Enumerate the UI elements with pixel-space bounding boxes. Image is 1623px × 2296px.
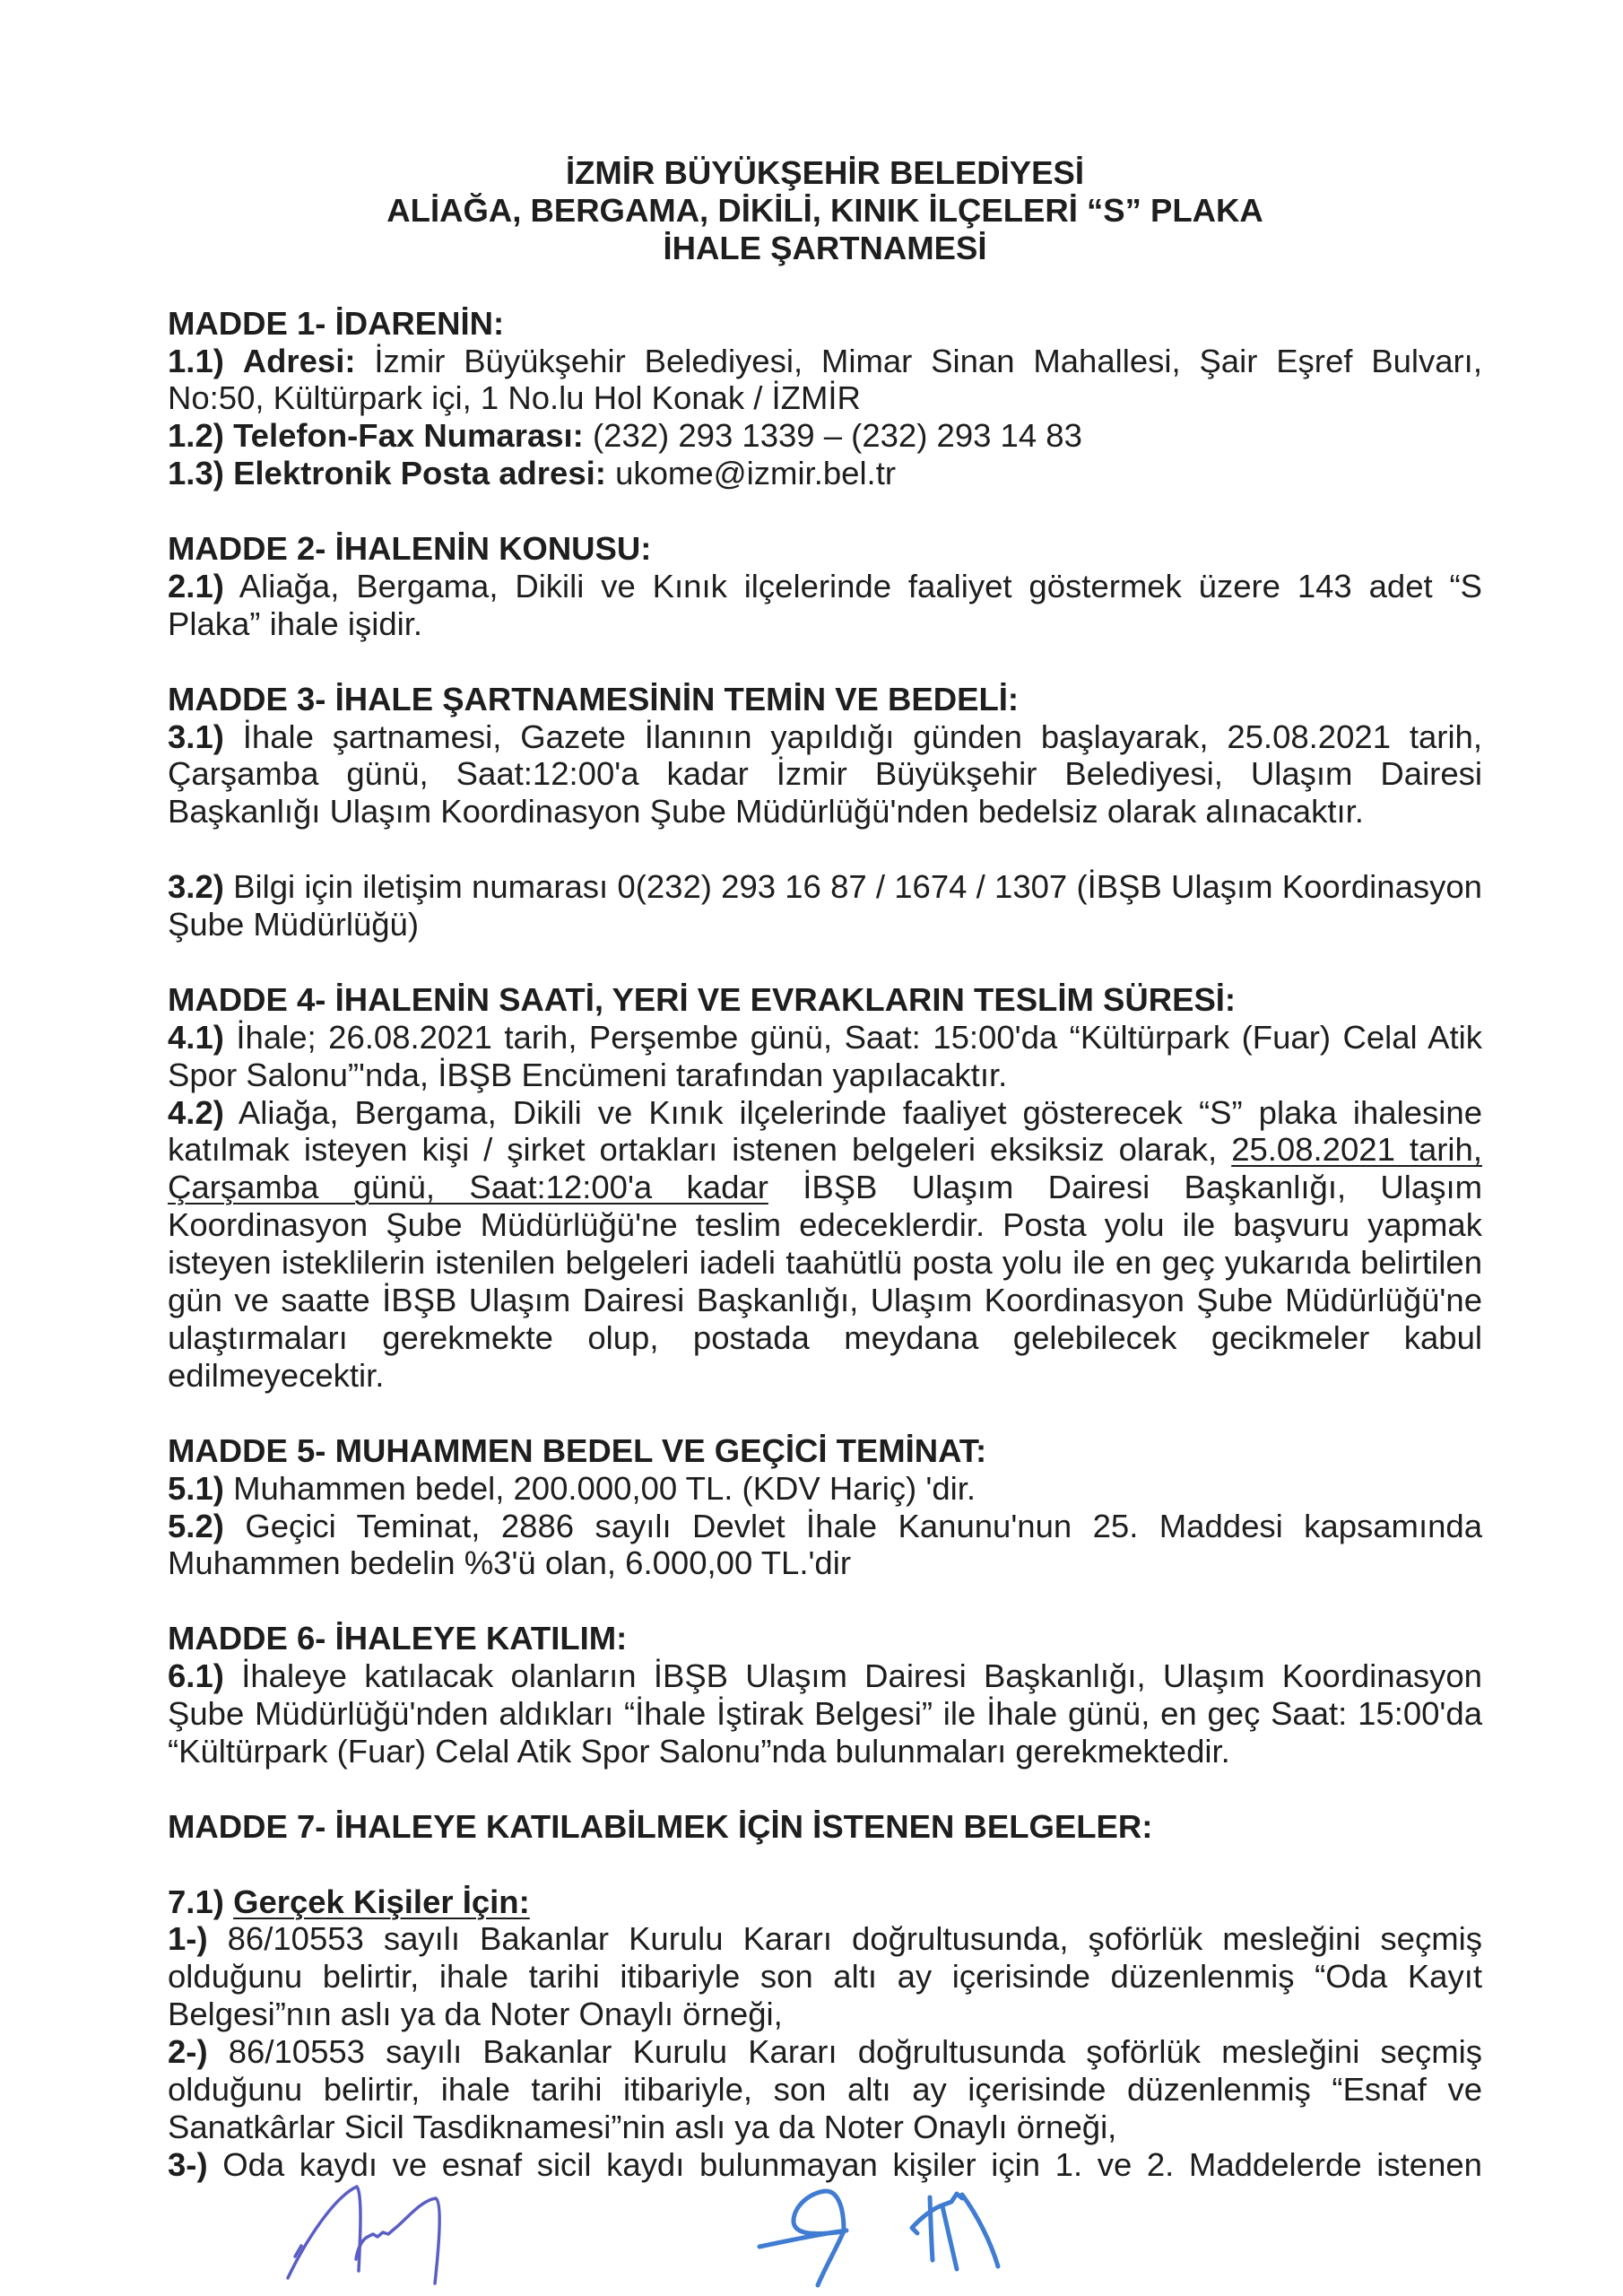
clause-1-3 [168,455,1482,492]
clause-label: 5.1) [168,1469,224,1507]
signature-stroke [944,2194,962,2205]
document-title [168,154,1482,267]
title-line-doc-type: İHALE ŞARTNAMESİ [663,229,987,266]
clause-label: 1.1) [168,342,224,379]
section-heading: MADDE 1- İDARENİN: [168,304,505,342]
clause-3-1 [168,718,1482,831]
clause-label: 5.2) [168,1507,224,1544]
clause-label: 4.1) [168,1018,224,1056]
subsection-title: Gerçek Kişiler İçin: [233,1883,530,1920]
clause-key: Adresi: [242,342,356,379]
clause-text: İhale; 26.08.2021 tarih, Perşembe günü, Saat: 15:00'da “Kültürpark (Fuar) Celal Atik Spor Salonu”'nda, İBŞB Encümeni tarafından yapılacaktır. [168,1018,1482,1093]
clause-5-2 [168,1508,1482,1583]
section-madde-5 [168,1432,1482,1583]
section-heading: MADDE 5- MUHAMMEN BEDEL VE GEÇİCİ TEMİNAT: [168,1431,987,1469]
signature-left [288,2187,439,2283]
clause-label: 1.2) [168,417,224,455]
signature-stroke [962,2195,998,2266]
clause-label: 4.2) [168,1093,224,1131]
signature-stroke [356,2198,439,2283]
signature-stroke [794,2191,844,2234]
requirement-text: Oda kaydı ve esnaf sicil kaydı bulunmayan kişiler için 1. ve 2. Maddelerde istenen [222,2145,1482,2183]
clause-4-2 [168,1094,1482,1395]
clause-text: ukome@izmir.bel.tr [615,455,896,492]
signature-stroke [759,2231,846,2247]
clause-label: 3.2) [168,868,224,906]
signature-stroke [818,2233,843,2285]
clause-text: Aliağa, Bergama, Dikili ve Kınık ilçelerinde faaliyet gösterecek “S” plaka ihalesine katılmak isteyen kişi / şirket ortakları istenen belgeleri eksiksiz olarak, [168,1093,1482,1169]
requirement-label: 2-) [168,2033,208,2071]
clause-5-1 [168,1470,1482,1508]
title-line-subject: ALİAĞA, BERGAMA, DİKİLİ, KINIK İLÇELERİ “S” PLAKA [386,191,1263,229]
spacer [168,267,1482,305]
clause-label: 2.1) [168,567,224,604]
clause-text: (232) 293 1339 – (232) 293 14 83 [593,417,1082,455]
section-madde-4 [168,981,1482,1395]
requirement-label: 1-) [168,1920,208,1958]
clause-text: Geçici Teminat, 2886 sayılı Devlet İhale Kanunu'nun 25. Maddesi kapsamında Muhammen bedelin %3'ü olan, 6.000,00 TL.'dir [168,1507,1482,1582]
spacer [168,1582,1482,1620]
signature-stroke [912,2205,944,2233]
clause-label: 1.3) [168,455,224,492]
clause-key: Elektronik Posta adresi: [233,455,606,492]
clause-1-2 [168,417,1482,455]
clause-6-1 [168,1657,1482,1770]
section-madde-6 [168,1620,1482,1770]
requirement-text: 86/10553 sayılı Bakanlar Kurulu Kararı doğrultusunda şoförlük mesleğini seçmiş olduğunu belirtir, ihale tarihi itibariyle, son altı ay içerisinde düzenlenmiş “Esnaf ve Sanatkârlar Sicil Tasdiknamesi”nin aslı ya da Noter Onaylı örneği, [168,2033,1482,2145]
section-madde-3 [168,681,1482,944]
clause-text: İhale şartnamesi, Gazete İlanının yapıldığı günden başlayarak, 25.08.2021 tarih, Çarşamba günü, Saat:12:00'a kadar İzmir Büyükşehir Belediyesi, Ulaşım Dairesi Başkanlığı Ulaşım Koordinasyon Şube Müdürlüğü'nden bedelsiz olarak alınacaktır. [168,718,1482,831]
spacer [168,1770,1482,1808]
spacer [168,492,1482,530]
section-madde-7 [168,1808,1482,2184]
clause-text: İhaleye katılacak olanların İBŞB Ulaşım Dairesi Başkanlığı, Ulaşım Koordinasyon Şube Müdürlüğü'nden aldıkları “İhale İştirak Belgesi” ile İhale günü, en geç Saat: 15:00'da “Kültürpark (Fuar) Celal Atik Spor Salonu”nda bulunmaları gerekmektedir. [168,1657,1482,1770]
section-heading: MADDE 4- İHALENİN SAATİ, YERİ VE EVRAKLARIN TESLİM SÜRESİ: [168,980,1237,1018]
section-heading: MADDE 2- İHALENİN KONUSU: [168,530,652,568]
title-line-institution: İZMİR BÜYÜKŞEHİR BELEDİYESİ [566,154,1084,191]
spacer [168,831,1482,868]
clause-4-1 [168,1019,1482,1094]
requirement-1 [168,1920,1482,2033]
clause-text: İzmir Büyükşehir Belediyesi, Mimar Sinan Mahallesi, Şair Eşref Bulvarı, No:50, Kültürpark içi, 1 No.lu Hol Konak / İZMİR [168,342,1482,417]
signature-stroke [942,2206,957,2269]
signature-stroke [295,2246,301,2257]
clause-3-2 [168,868,1482,944]
requirement-3 [168,2146,1482,2184]
clause-text: Bilgi için iletişim numarası 0(232) 293 16 87 / 1674 / 1307 (İBŞB Ulaşım Koordinasyon Şube Müdürlüğü) [168,868,1482,944]
requirement-text: 86/10553 sayılı Bakanlar Kurulu Kararı doğrultusunda, şoförlük mesleğini seçmiş olduğunu belirtir, ihale tarihi itibariyle son altı ay içerisinde düzenlenmiş “Oda Kayıt Belgesi”nın aslı ya da Noter Onaylı örneği, [168,1920,1482,2033]
deadline-underlined: 25.08.2021 tarih, Çarşamba günü, Saat:12:00'a kadar [168,1131,1482,1206]
section-heading: MADDE 3- İHALE ŞARTNAMESİNİN TEMİN VE BEDELİ: [168,680,1020,718]
signature-stroke [930,2197,933,2260]
section-heading: MADDE 6- İHALEYE KATILIM: [168,1620,628,1657]
spacer [168,944,1482,981]
clause-text: Aliağa, Bergama, Dikili ve Kınık ilçelerinde faaliyet göstermek üzere 143 adet “S Plaka” ihale işidir. [168,567,1482,642]
signature-stroke [288,2187,360,2278]
clause-1-1 [168,343,1482,418]
clause-label: 6.1) [168,1657,224,1695]
subsection-7-1 [168,1883,1482,1921]
requirement-label: 3-) [168,2145,208,2183]
clause-text: İBŞB Ulaşım Dairesi Başkanlığı, Ulaşım Koordinasyon Şube Müdürlüğü'ne teslim edeceklerdir. Posta yolu ile başvuru yapmak isteyen isteklilerin istenilen belgeleri iadeli taahütlü posta yolu ile en geç yukarıda belirtilen gün ve saatte İBŞB Ulaşım Dairesi Başkanlığı, Ulaşım Koordinasyon Şube Müdürlüğü'ne ulaştırmaları gerekmekte olup, postada meydana gelebilecek gecikmeler kabul edilmeyecektir. [168,1169,1482,1394]
subsection-label: 7.1) [168,1883,224,1920]
spacer [168,1846,1482,1883]
spacer [168,643,1482,681]
spacer [168,1395,1482,1432]
section-madde-1 [168,305,1482,493]
section-heading: MADDE 7- İHALEYE KATILABİLMEK İÇİN İSTENEN BELGELER: [168,1807,1153,1845]
clause-label: 3.1) [168,718,224,755]
clause-key: Telefon-Fax Numarası: [233,417,584,455]
signature-middle [759,2191,846,2285]
clause-text: Muhammen bedel, 200.000,00 TL. (KDV Hariç) 'dir. [233,1469,976,1507]
document-body [168,154,1482,2184]
signature-right [912,2194,998,2269]
clause-2-1 [168,568,1482,643]
requirement-2 [168,2033,1482,2146]
section-madde-2 [168,530,1482,643]
